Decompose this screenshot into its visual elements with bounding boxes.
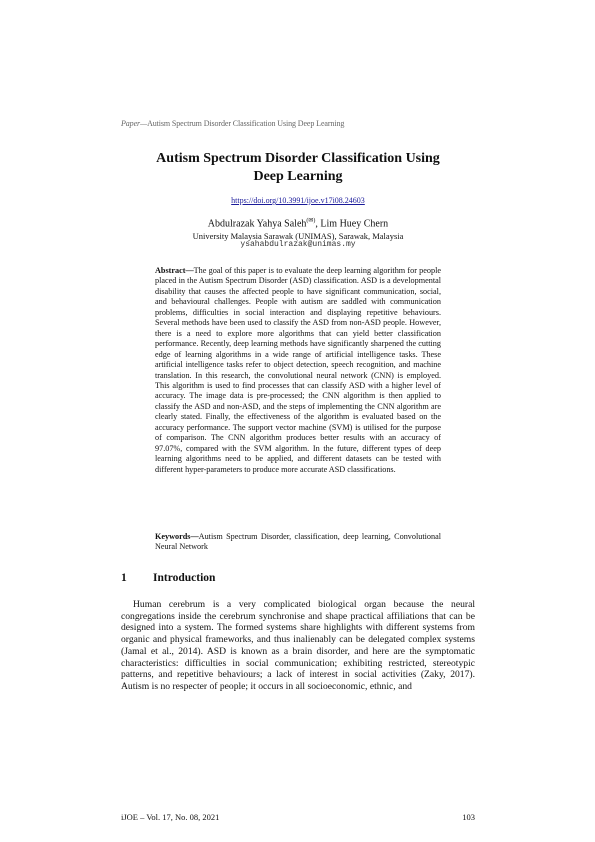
paper-title-line1: Autism Spectrum Disorder Classification Using: [156, 151, 440, 166]
doi-link[interactable]: https://doi.org/10.3991/ijoe.v17i08.24603: [231, 196, 365, 205]
author-name-2: Lim Huey Chern: [320, 218, 389, 230]
keywords-label: Keywords—: [155, 532, 199, 541]
running-head-title: Autism Spectrum Disorder Classification Using Deep Learning: [147, 119, 345, 128]
running-head-separator: —: [140, 119, 148, 128]
footer-page-number: 103: [462, 812, 475, 822]
footer-journal: iJOE ‒ Vol. 17, No. 08, 2021: [121, 812, 220, 822]
paper-title-line2: Deep Learning: [253, 169, 343, 184]
running-head: [121, 119, 344, 128]
section-number: 1: [121, 572, 127, 584]
corresponding-mark: (✉): [306, 218, 316, 224]
section-title: Introduction: [153, 572, 216, 584]
affiliation: University Malaysia Sarawak (UNIMAS), Sarawak, Malaysia: [192, 231, 404, 241]
keywords: [155, 532, 441, 553]
abstract: [155, 266, 441, 475]
author-separator: ,: [315, 218, 321, 230]
author-email[interactable]: ysahabdulrazak@unimas.my: [240, 240, 356, 249]
author-name-1: Abdulrazak Yahya Saleh: [207, 218, 307, 230]
section-heading: [121, 572, 215, 584]
body-paragraph: Human cerebrum is a very complicated biological organ because the neural congregations inside the cerebrum synchronise and shape practical affiliations that can be designed into a system. The formed systems share highlights with different systems from organic and physical frameworks, and thus inalienably can be delegated complex systems (Jamal et al., 2014). ASD is known as a brain disorder, and here are the symptomatic characteristics: difficulties in social communication; exhibiting restricted, stereotypic patterns, and repetitive behaviours; a lack of interest in social activities (Zaky, 2017). Autism is no respecter of people; it occurs in all socioeconomic, ethnic, and: [121, 599, 475, 692]
abstract-text: The goal of this paper is to evaluate the deep learning algorithm for people placed in the Autism Spectrum Disorder (ASD) classification. ASD is a developmental disability that causes the affected people to have significant communication, social, and behavioural challenges. People with autism are saddled with communication problems, difficulties in social interaction and displaying repetitive behaviours. Several methods have been used to classify the ASD from non-ASD people. However, there is a need to explore more algorithms that can yield better classification performance. Recently, deep learning methods have significantly sharpened the cutting edge of learning algorithms in a wide range of artificial intelligence tasks. These artificial intelligence tasks refer to object detection, speech recognition, and machine translation. In this research, the convolutional neural network (CNN) is employed. This algorithm is used to find processes that can classify ASD with a higher level of accuracy. The image data is pre-processed; the CNN algorithm is then applied to classify the ASD and non-ASD, and the steps of implementing the CNN algorithm are clearly stated. Finally, the effectiveness of the algorithm is evaluated based on the accuracy performance. The support vector machine (SVM) is utilised for the purpose of comparison. The CNN algorithm produces better results with an accuracy of 97.07%, compared with the SVM algorithm. In the future, different types of deep learning algorithms need to be applied, and different datasets can be tested with different hyper-parameters to produce more accurate ASD classifications.: [155, 266, 441, 474]
keywords-text: Autism Spectrum Disorder, classification, deep learning, Convolutional Neural Network: [155, 532, 441, 552]
abstract-label: Abstract—: [155, 266, 194, 275]
author-list: [121, 215, 475, 230]
running-head-label: Paper: [121, 119, 141, 128]
paper-title: [121, 150, 475, 186]
